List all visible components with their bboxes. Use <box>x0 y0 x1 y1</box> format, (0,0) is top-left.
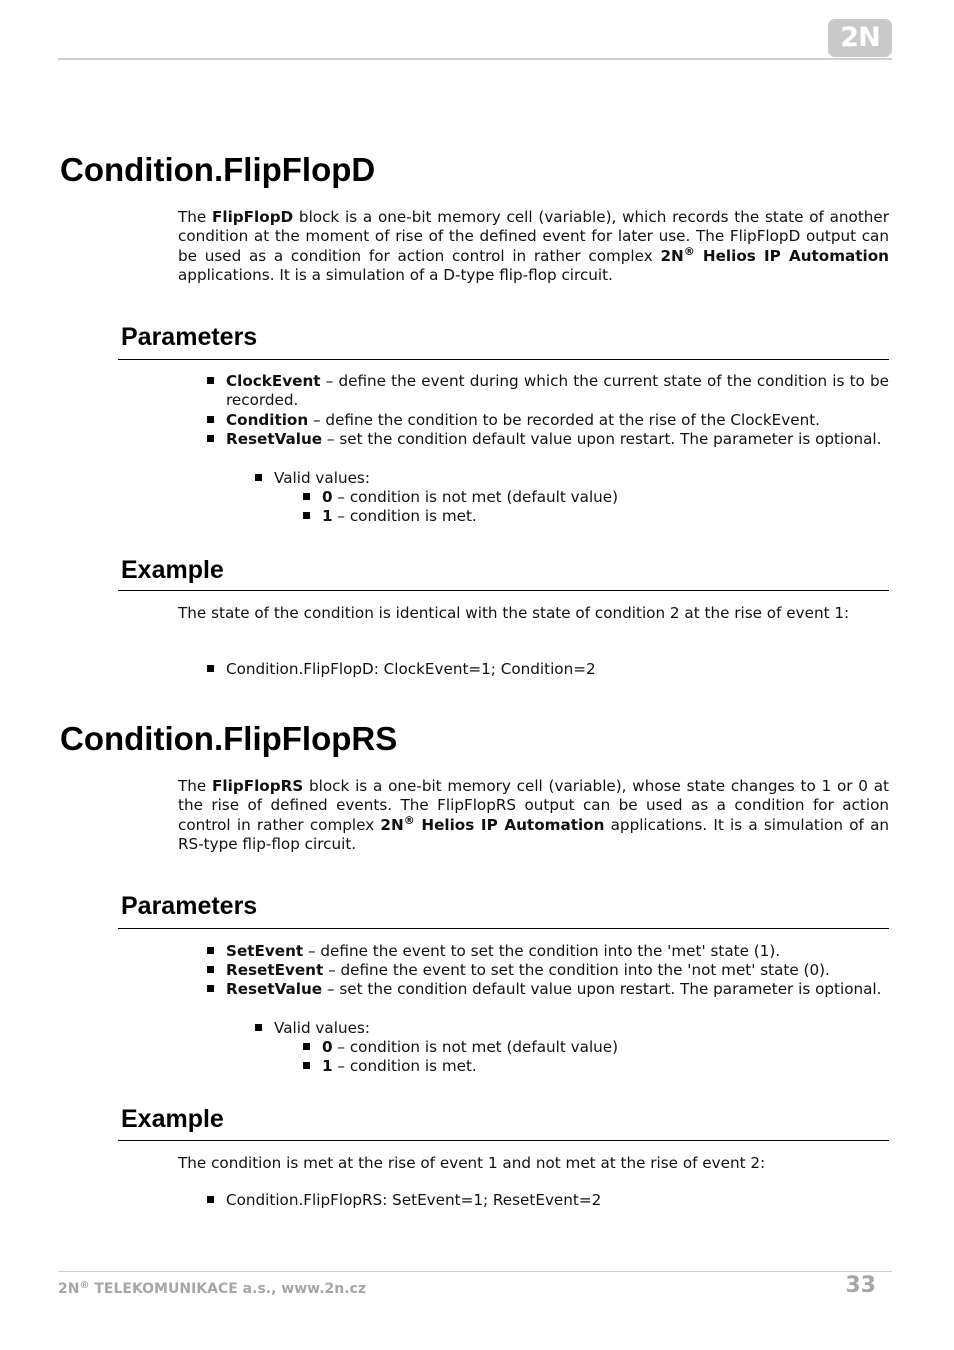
logo-text: 2N <box>840 22 880 53</box>
bullet-icon <box>207 1196 214 1203</box>
bullet-icon <box>207 416 214 423</box>
bullet-icon <box>303 1043 310 1050</box>
heading-underline <box>118 1140 889 1141</box>
bullet-icon <box>207 985 214 992</box>
footer-company: 2N® TELEKOMUNIKACE a.s., www.2n.cz <box>58 1280 366 1297</box>
example-text-flipfloprs: The condition is met at the rise of event 1 and not met at the rise of event 2: <box>178 1154 766 1172</box>
heading-underline <box>118 359 889 360</box>
valid-values-label: Valid values: <box>274 469 370 487</box>
param-item-resetvalue: ResetValue – set the condition default value upon restart. The parameter is optional. <box>226 980 882 998</box>
param-item-setevent: SetEvent – define the event to set the condition into the 'met' state (1). <box>226 942 781 960</box>
value-item-0: 0 – condition is not met (default value) <box>322 1038 619 1056</box>
param-item-resetvalue: ResetValue – set the condition default value upon restart. The parameter is optional. <box>226 430 882 448</box>
example-text-flipflopd: The state of the condition is identical with the state of condition 2 at the rise of event 1: <box>178 604 850 622</box>
bullet-icon <box>207 947 214 954</box>
intro-paragraph-flipflopd: The FlipFlopD block is a one-bit memory cell (variable), which records the state of another condition at the moment of rise of the defined event for later use. The FlipFlopD output can be used as a condition for action control in rather complex 2N® Helios IP Automation applications. It is a simulation of a D-type flip-flop circuit. <box>178 208 890 284</box>
param-item-condition: Condition – define the condition to be recorded at the rise of the ClockEvent. <box>226 411 821 429</box>
valid-values-label: Valid values: <box>274 1019 370 1037</box>
bullet-icon <box>255 474 262 481</box>
example-heading-flipfloprs: Example <box>121 1105 224 1133</box>
parameters-heading-flipfloprs: Parameters <box>121 892 258 920</box>
heading-underline <box>118 928 889 929</box>
bullet-icon <box>303 512 310 519</box>
page-number: 33 <box>845 1273 876 1298</box>
parameters-heading-flipflopd: Parameters <box>121 323 258 351</box>
param-item-resetevent: ResetEvent – define the event to set the condition into the 'not met' state (0). <box>226 961 830 979</box>
heading-underline <box>118 590 889 591</box>
header-divider <box>58 58 892 60</box>
example-code-flipfloprs: Condition.FlipFlopRS: SetEvent=1; ResetEvent=2 <box>226 1191 602 1209</box>
value-item-0: 0 – condition is not met (default value) <box>322 488 619 506</box>
intro-paragraph-flipfloprs: The FlipFlopRS block is a one-bit memory cell (variable), whose state changes to 1 or 0 at the rise of defined events. The FlipFlopRS output can be used as a condition for action control in rather complex 2N® Helios IP Automation applications. It is a simulation of an RS-type flip-flop circuit. <box>178 777 889 853</box>
bullet-icon <box>207 435 214 442</box>
bullet-icon <box>303 1062 310 1069</box>
bullet-icon <box>255 1024 262 1031</box>
section-title-flipflopd: Condition.FlipFlopD <box>60 151 376 188</box>
example-code-flipflopd: Condition.FlipFlopD: ClockEvent=1; Condition=2 <box>226 660 596 678</box>
param-item-clockevent: ClockEvent – define the event during which the current state of the condition is to be recorded. <box>226 372 889 410</box>
bullet-icon <box>303 493 310 500</box>
bullet-icon <box>207 966 214 973</box>
example-heading-flipflopd: Example <box>121 556 224 584</box>
value-item-1: 1 – condition is met. <box>322 507 477 525</box>
value-item-1: 1 – condition is met. <box>322 1057 477 1075</box>
brand-logo <box>828 19 892 57</box>
section-title-flipfloprs: Condition.FlipFlopRS <box>60 720 398 757</box>
footer-divider <box>58 1271 892 1272</box>
bullet-icon <box>207 377 214 384</box>
bullet-icon <box>207 665 214 672</box>
